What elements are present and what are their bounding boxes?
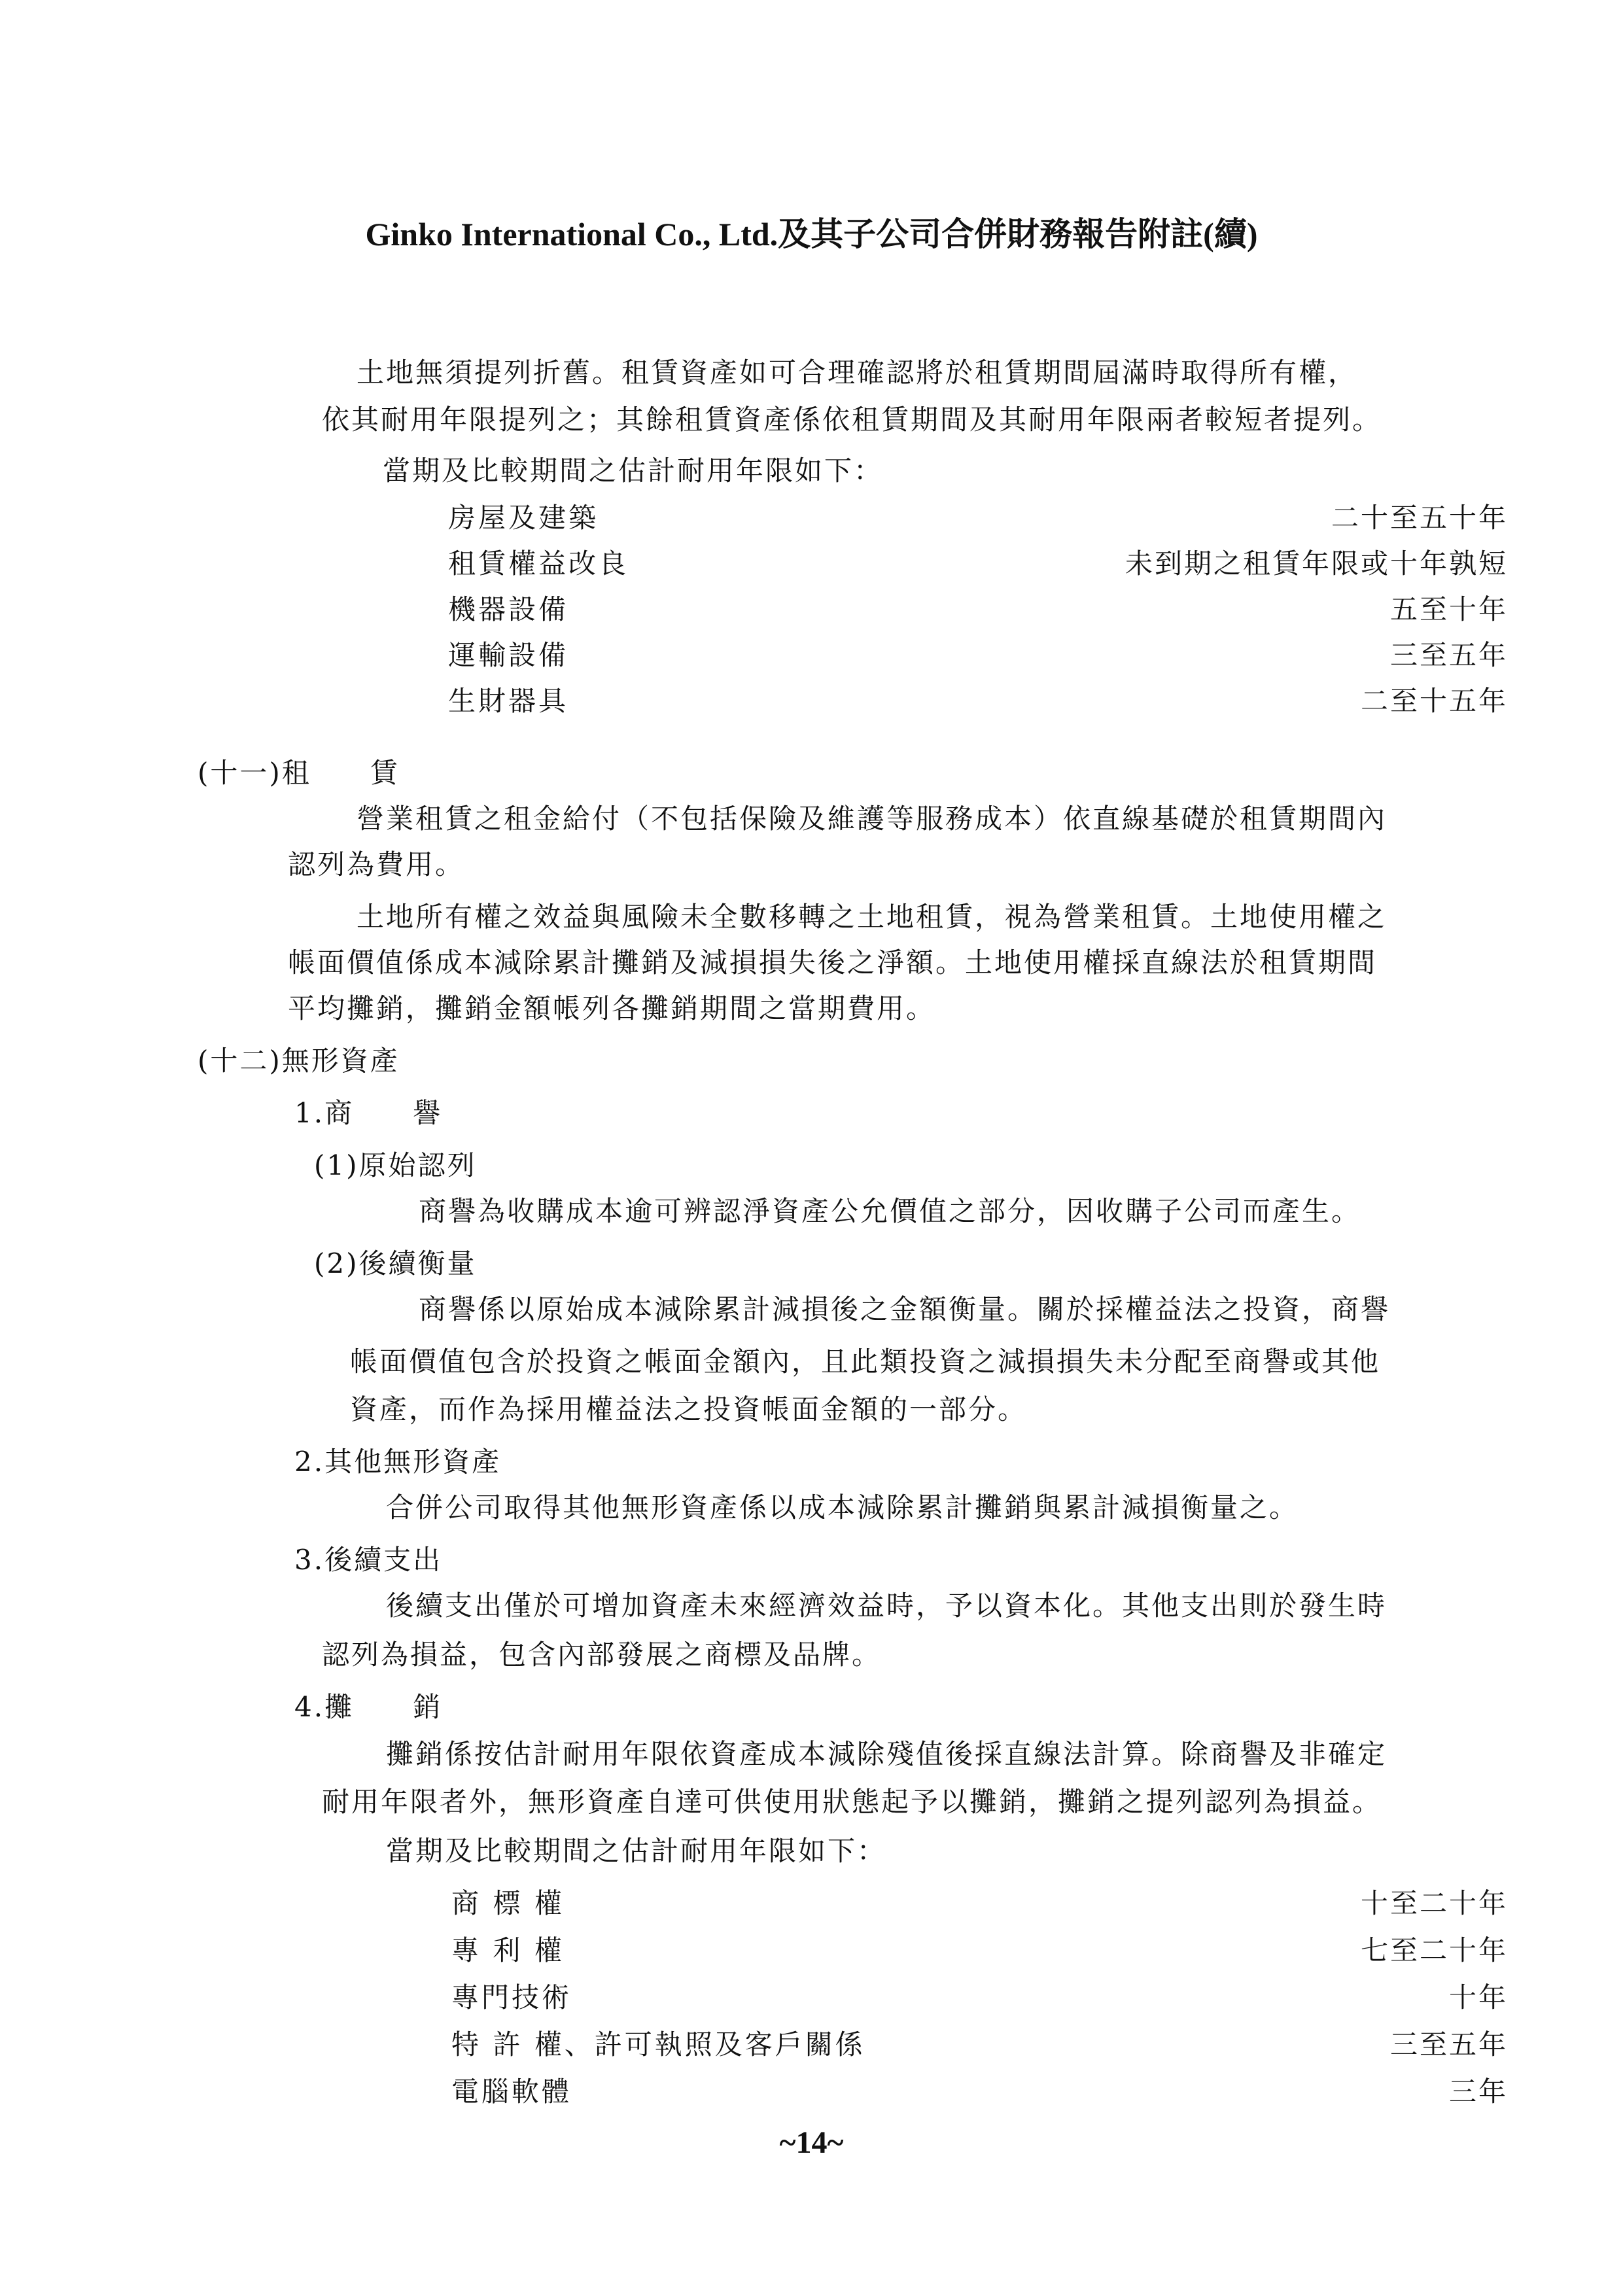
paragraph-line: 土地所有權之效益與風險未全數移轉之土地租賃，視為營業租賃。土地使用權之	[357, 901, 1387, 933]
paragraph-line: 商譽係以原始成本減除累計減損後之金額衡量。關於採權益法之投資，商譽	[419, 1293, 1391, 1325]
paragraph-line: 資產，而作為採用權益法之投資帳面金額的一部分。	[350, 1393, 1028, 1425]
useful-life-intro: 當期及比較期間之估計耐用年限如下：	[386, 1835, 887, 1867]
subsection-heading: 4.攤 銷	[294, 1691, 443, 1723]
useful-life-value: 二十至五十年	[1331, 502, 1508, 534]
section-heading-intangible: (十二)無形資產	[198, 1045, 400, 1077]
useful-life-label: 機器設備	[448, 593, 569, 625]
paragraph-line: 後續支出僅於可增加資產未來經濟效益時，予以資本化。其他支出則於發生時	[386, 1590, 1387, 1622]
paragraph-line: 土地無須提列折舊。租賃資產如可合理確認將於租賃期間屆滿時取得所有權，	[357, 357, 1358, 389]
useful-life-label: 專門技術	[451, 1981, 572, 2013]
paragraph-line: 依其耐用年限提列之；其餘租賃資產係依租賃期間及其耐用年限兩者較短者提列。	[322, 404, 1382, 436]
paragraph-line: 攤銷係按估計耐用年限依資產成本減除殘值後採直線法計算。除商譽及非確定	[386, 1738, 1387, 1770]
useful-life-label: 運輸設備	[448, 639, 569, 671]
useful-life-row	[451, 2072, 1508, 2112]
useful-life-value: 三年	[1448, 2076, 1508, 2108]
paragraph-line: 商譽為收購成本逾可辨認淨資產公允價值之部分，因收購子公司而產生。	[419, 1195, 1361, 1227]
useful-life-row	[448, 498, 1508, 538]
subsection-heading: 3.後續支出	[294, 1544, 443, 1576]
paragraph-line: 帳面價值係成本減除累計攤銷及減損損失後之淨額。土地使用權採直線法於租賃期間	[288, 947, 1378, 979]
useful-life-row	[451, 2025, 1508, 2064]
useful-life-label: 專 利 權	[451, 1934, 565, 1966]
page-number: ~14~	[779, 2125, 844, 2160]
paragraph-line: 營業租賃之租金給付（不包括保險及維護等服務成本）依直線基礎於租賃期間內	[357, 803, 1387, 835]
useful-life-row	[451, 1931, 1508, 1970]
useful-life-row	[451, 1884, 1508, 1923]
useful-life-value: 七至二十年	[1360, 1934, 1508, 1966]
useful-life-label: 生財器具	[448, 685, 569, 717]
useful-life-label: 房屋及建築	[448, 502, 599, 534]
useful-life-row	[448, 590, 1508, 629]
useful-life-label: 租賃權益改良	[448, 548, 629, 580]
paragraph-line: 耐用年限者外，無形資產自達可供使用狀態起予以攤銷，攤銷之提列認列為損益。	[322, 1786, 1382, 1818]
useful-life-label: 特 許 權、許可執照及客戶關係	[451, 2028, 865, 2061]
section-heading-lease: (十一)租 賃	[198, 757, 400, 789]
paragraph-line: 合併公司取得其他無形資產係以成本減除累計攤銷與累計減損衡量之。	[386, 1491, 1299, 1523]
paragraph-line: 帳面價值包含於投資之帳面金額內，且此類投資之減損損失未分配至商譽或其他	[350, 1346, 1381, 1378]
useful-life-value: 三至五年	[1389, 639, 1508, 671]
subsection-heading: (2)後續衡量	[314, 1247, 477, 1279]
paragraph-line: 平均攤銷，攤銷金額帳列各攤銷期間之當期費用。	[288, 992, 936, 1024]
subsection-heading: 2.其他無形資產	[294, 1446, 502, 1478]
useful-life-label: 電腦軟體	[451, 2076, 572, 2108]
useful-life-value: 十至二十年	[1360, 1887, 1508, 1919]
subsection-heading: 1.商 譽	[294, 1097, 443, 1129]
useful-life-label: 商 標 權	[451, 1887, 565, 1919]
useful-life-value: 五至十年	[1389, 593, 1508, 625]
useful-life-intro: 當期及比較期間之估計耐用年限如下：	[383, 455, 884, 487]
useful-life-row	[448, 636, 1508, 675]
useful-life-value: 未到期之租賃年限或十年孰短	[1125, 548, 1508, 580]
useful-life-value: 三至五年	[1389, 2028, 1508, 2061]
useful-life-row	[448, 544, 1508, 583]
paragraph-line: 認列為損益，包含內部發展之商標及品牌。	[322, 1639, 882, 1671]
useful-life-row	[448, 682, 1508, 721]
paragraph-line: 認列為費用。	[288, 848, 465, 880]
useful-life-value: 二至十五年	[1360, 685, 1508, 717]
useful-life-value: 十年	[1448, 1981, 1508, 2013]
subsection-heading: (1)原始認列	[314, 1149, 477, 1181]
useful-life-row	[451, 1978, 1508, 2017]
page-title: Ginko International Co., Ltd.及其子公司合併財務報告附註(續)	[365, 216, 1258, 252]
